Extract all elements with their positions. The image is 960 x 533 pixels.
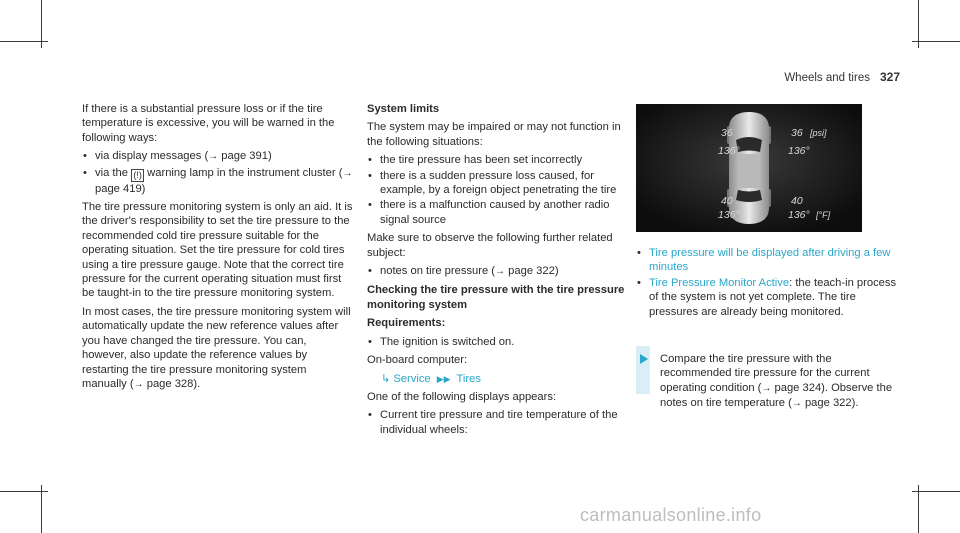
action-step-arrow-icon — [640, 354, 648, 364]
crop-mark — [0, 41, 48, 42]
menu-path — [367, 372, 629, 386]
intro-paragraph: If there is a substantial pressure loss or if the tire temperature is excessive, you will be warned in the following ways: — [82, 103, 335, 144]
front-left-temperature: 136° — [718, 145, 740, 157]
page-ref-link[interactable]: page 419) — [95, 182, 146, 195]
front-right-temperature: 136° — [788, 145, 810, 157]
rear-unit-label: [°F] — [816, 210, 831, 220]
responsibility-paragraph: The tire pressure monitoring system is only an aid. It is the driver's responsibility to set the tire pressure to the recommended cold tire pressure suitable for the operating situation. Set the tire pressure for cold tires using a tire pressure gauge. Note that the correct tire pressure for the current operating situation must first be taught-in to the tire pressure monitoring system. — [82, 201, 353, 300]
menu-path-icon: ↳ — [381, 372, 391, 385]
page-ref-arrow-icon: → — [791, 398, 802, 410]
front-left-pressure: 36 — [721, 127, 733, 139]
list-item: • Tire Pressure Monitor Active: the teach-in process of the system is not yet complete. The tire pressures are already being monitored. — [636, 276, 898, 319]
list-item: • the tire pressure has been set incorrectly — [367, 153, 629, 167]
update-paragraph: In most cases, the tire pressure monitoring system will automatically update the new reference values after you have changed the tire pressure. You can, however, also update the reference values by restarting the tire pressure monitoring system manually (→ page 328). — [82, 305, 351, 390]
crop-mark — [912, 41, 960, 42]
warning-methods-list — [82, 149, 354, 196]
requirements-list — [367, 335, 629, 349]
column-middle — [367, 102, 629, 441]
displays-list — [367, 408, 629, 437]
rear-right-pressure: 40 — [791, 195, 803, 207]
displays-paragraph: One of the following displays appears: — [367, 390, 557, 403]
rear-left-pressure: 40 — [721, 195, 733, 207]
column-right — [636, 246, 898, 323]
front-unit-label: [psi] — [810, 128, 827, 138]
section-heading: Checking the tire pressure with the tire pressure monitoring system — [367, 284, 625, 311]
list-item: • via the (!) warning lamp in the instrument cluster (→ page 419) — [82, 166, 354, 196]
page-number: 327 — [879, 70, 900, 84]
page-header — [784, 70, 900, 84]
list-item: • there is a sudden pressure loss caused, for example, by a foreign object penetrating the tire — [367, 169, 629, 198]
list-item: • Current tire pressure and tire temperature of the individual wheels: — [367, 408, 629, 437]
requirements-label: Requirements: — [367, 317, 446, 330]
page-ref-arrow-icon: → — [761, 382, 772, 394]
crop-mark — [0, 491, 48, 492]
page-ref-link[interactable]: page 328). — [143, 377, 201, 390]
crop-mark — [912, 491, 960, 492]
related-paragraph: Make sure to observe the following further related subject: — [367, 232, 613, 259]
limits-paragraph: The system may be impaired or may not function in the following situations: — [367, 121, 621, 148]
page-ref-link[interactable]: page 391) — [218, 150, 272, 163]
list-item: • there is a malfunction caused by another radio signal source — [367, 198, 629, 227]
rear-left-temperature: 136° — [718, 209, 740, 221]
page-ref-arrow-icon: → — [342, 167, 353, 179]
page-ref-arrow-icon: → — [133, 378, 144, 390]
column-left — [82, 102, 354, 396]
double-chevron-icon: ▶▶ — [436, 373, 451, 384]
section-title: Wheels and tires — [784, 72, 870, 84]
onboard-label: On-board computer: — [367, 354, 468, 367]
crop-mark — [918, 485, 919, 533]
section-heading: System limits — [367, 103, 440, 115]
front-right-pressure: 36 — [791, 127, 803, 139]
rear-right-temperature: 136° — [788, 209, 810, 221]
display-message-text: Tire pressure will be displayed after driving a few minutes — [649, 247, 891, 274]
list-item: • via display messages (→ page 391) — [82, 149, 354, 164]
related-list — [367, 264, 629, 279]
page-ref-arrow-icon: → — [495, 266, 506, 278]
list-item — [636, 246, 898, 275]
page-ref-link[interactable]: page 322). — [801, 397, 859, 410]
list-item: • The ignition is switched on. — [367, 335, 629, 349]
display-message-text: Tire Pressure Monitor Active — [649, 276, 790, 289]
page-ref-link[interactable]: page 322) — [505, 265, 559, 278]
watermark-text: carmanualsonline.info — [580, 505, 762, 525]
action-step-text: Compare the tire pressure with the recommended tire pressure for the current operating condition (→ page 324). Observe the notes on tire temperature (→ page 322). — [660, 353, 893, 410]
tire-pressure-warning-icon: (!) — [131, 169, 144, 182]
list-item: • notes on tire pressure (→ page 322) — [367, 264, 629, 279]
page-ref-arrow-icon: → — [208, 151, 219, 163]
page-ref-link[interactable]: page 324). Observe the notes on tire temperature ( — [660, 381, 893, 410]
menu-path-tires[interactable]: Tires — [456, 372, 481, 385]
limits-list — [367, 153, 629, 227]
crop-mark — [41, 485, 42, 533]
menu-path-service[interactable]: Service — [393, 372, 431, 385]
display-states-list — [636, 246, 898, 319]
tire-pressure-display-figure — [636, 104, 862, 232]
